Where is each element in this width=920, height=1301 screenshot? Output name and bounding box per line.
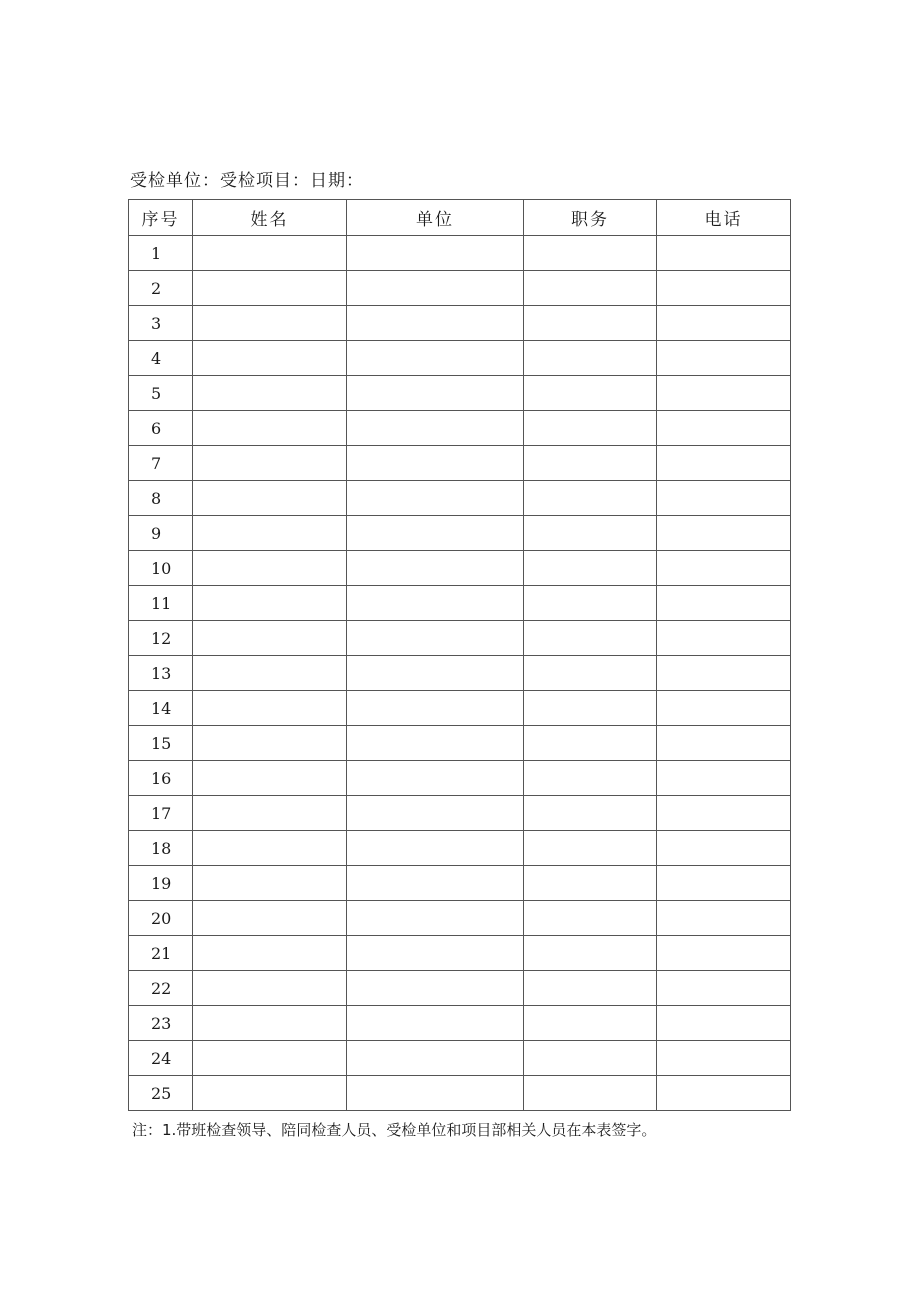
table-row: [129, 796, 791, 831]
name-cell[interactable]: [193, 831, 347, 866]
table-row: [129, 726, 791, 761]
name-cell[interactable]: [193, 376, 347, 411]
table-row: [129, 656, 791, 691]
row-number-cell: 2: [129, 271, 193, 306]
phone-cell[interactable]: [657, 411, 791, 446]
phone-cell[interactable]: [657, 936, 791, 971]
unit-cell[interactable]: [347, 1041, 524, 1076]
table-row: [129, 1076, 791, 1111]
position-cell[interactable]: [524, 656, 657, 691]
unit-cell[interactable]: [347, 971, 524, 1006]
row-number-cell: 21: [129, 936, 193, 971]
table-row: [129, 306, 791, 341]
column-header-unit: 单位: [347, 200, 524, 236]
phone-cell[interactable]: [657, 341, 791, 376]
phone-cell[interactable]: [657, 621, 791, 656]
unit-cell[interactable]: [347, 341, 524, 376]
table-row: [129, 236, 791, 271]
name-cell[interactable]: [193, 796, 347, 831]
position-cell[interactable]: [524, 271, 657, 306]
name-cell[interactable]: [193, 411, 347, 446]
unit-cell[interactable]: [347, 1076, 524, 1111]
row-number-cell: 25: [129, 1076, 193, 1111]
name-cell[interactable]: [193, 1006, 347, 1041]
row-number-cell: 13: [129, 656, 193, 691]
unit-cell[interactable]: [347, 446, 524, 481]
name-cell[interactable]: [193, 446, 347, 481]
table-row: [129, 1041, 791, 1076]
unit-cell[interactable]: [347, 411, 524, 446]
unit-cell[interactable]: [347, 621, 524, 656]
unit-cell[interactable]: [347, 271, 524, 306]
phone-cell[interactable]: [657, 796, 791, 831]
phone-cell[interactable]: [657, 481, 791, 516]
unit-cell[interactable]: [347, 656, 524, 691]
row-number-cell: 12: [129, 621, 193, 656]
position-cell[interactable]: [524, 481, 657, 516]
name-cell[interactable]: [193, 306, 347, 341]
name-cell[interactable]: [193, 971, 347, 1006]
position-cell[interactable]: [524, 551, 657, 586]
table-row: [129, 516, 791, 551]
unit-cell[interactable]: [347, 901, 524, 936]
phone-cell[interactable]: [657, 726, 791, 761]
row-number-cell: 17: [129, 796, 193, 831]
row-number-cell: 23: [129, 1006, 193, 1041]
phone-cell[interactable]: [657, 446, 791, 481]
name-cell[interactable]: [193, 726, 347, 761]
table-row: [129, 866, 791, 901]
name-cell[interactable]: [193, 341, 347, 376]
table-row: [129, 446, 791, 481]
phone-cell[interactable]: [657, 761, 791, 796]
unit-cell[interactable]: [347, 551, 524, 586]
phone-cell[interactable]: [657, 551, 791, 586]
table-row: [129, 341, 791, 376]
table-row: [129, 271, 791, 306]
position-cell[interactable]: [524, 726, 657, 761]
phone-cell[interactable]: [657, 586, 791, 621]
phone-cell[interactable]: [657, 306, 791, 341]
table-row: [129, 551, 791, 586]
row-number-cell: 8: [129, 481, 193, 516]
row-number-cell: 19: [129, 866, 193, 901]
unit-cell[interactable]: [347, 516, 524, 551]
phone-cell[interactable]: [657, 656, 791, 691]
row-number-cell: 16: [129, 761, 193, 796]
position-cell[interactable]: [524, 516, 657, 551]
row-number-cell: 14: [129, 691, 193, 726]
name-cell[interactable]: [193, 936, 347, 971]
unit-cell[interactable]: [347, 236, 524, 271]
phone-cell[interactable]: [657, 236, 791, 271]
name-cell[interactable]: [193, 236, 347, 271]
row-number-cell: 5: [129, 376, 193, 411]
unit-cell[interactable]: [347, 831, 524, 866]
phone-cell[interactable]: [657, 1006, 791, 1041]
column-header-name: 姓名: [193, 200, 347, 236]
phone-cell[interactable]: [657, 271, 791, 306]
position-cell[interactable]: [524, 341, 657, 376]
position-cell[interactable]: [524, 586, 657, 621]
phone-cell[interactable]: [657, 971, 791, 1006]
row-number-cell: 11: [129, 586, 193, 621]
form-header: 受检单位：受检项目：日期：: [130, 171, 364, 191]
table-row: [129, 761, 791, 796]
unit-cell[interactable]: [347, 1006, 524, 1041]
row-number-cell: 4: [129, 341, 193, 376]
position-cell[interactable]: [524, 971, 657, 1006]
phone-cell[interactable]: [657, 516, 791, 551]
unit-cell[interactable]: [347, 481, 524, 516]
name-cell[interactable]: [193, 1076, 347, 1111]
table-row: [129, 376, 791, 411]
table-row: [129, 971, 791, 1006]
unit-cell[interactable]: [347, 726, 524, 761]
position-cell[interactable]: [524, 1006, 657, 1041]
position-cell[interactable]: [524, 411, 657, 446]
unit-cell[interactable]: [347, 306, 524, 341]
row-number-cell: 15: [129, 726, 193, 761]
table-row: [129, 831, 791, 866]
position-cell[interactable]: [524, 691, 657, 726]
row-number-cell: 20: [129, 901, 193, 936]
position-cell[interactable]: [524, 1076, 657, 1111]
table-row: [129, 691, 791, 726]
phone-cell[interactable]: [657, 1076, 791, 1111]
phone-cell[interactable]: [657, 376, 791, 411]
column-header-position: 职务: [524, 200, 657, 236]
unit-cell[interactable]: [347, 936, 524, 971]
phone-cell[interactable]: [657, 1041, 791, 1076]
position-cell[interactable]: [524, 796, 657, 831]
name-cell[interactable]: [193, 516, 347, 551]
position-cell[interactable]: [524, 621, 657, 656]
position-cell[interactable]: [524, 761, 657, 796]
table-row: [129, 621, 791, 656]
name-cell[interactable]: [193, 271, 347, 306]
sign-in-table: [128, 199, 791, 1111]
name-cell[interactable]: [193, 866, 347, 901]
row-number-cell: 24: [129, 1041, 193, 1076]
name-cell[interactable]: [193, 901, 347, 936]
name-cell[interactable]: [193, 761, 347, 796]
row-number-cell: 10: [129, 551, 193, 586]
name-cell[interactable]: [193, 621, 347, 656]
name-cell[interactable]: [193, 656, 347, 691]
position-cell[interactable]: [524, 376, 657, 411]
row-number-cell: 9: [129, 516, 193, 551]
table-header-row: [129, 200, 791, 236]
name-cell[interactable]: [193, 1041, 347, 1076]
table-row: [129, 411, 791, 446]
position-cell[interactable]: [524, 236, 657, 271]
position-cell[interactable]: [524, 306, 657, 341]
position-cell[interactable]: [524, 831, 657, 866]
table-body: [129, 236, 791, 1111]
row-number-cell: 1: [129, 236, 193, 271]
position-cell[interactable]: [524, 866, 657, 901]
position-cell[interactable]: [524, 446, 657, 481]
name-cell[interactable]: [193, 691, 347, 726]
table-row: [129, 586, 791, 621]
phone-cell[interactable]: [657, 831, 791, 866]
table-row: [129, 936, 791, 971]
position-cell[interactable]: [524, 1041, 657, 1076]
position-cell[interactable]: [524, 901, 657, 936]
column-header-phone: 电话: [657, 200, 791, 236]
name-cell[interactable]: [193, 481, 347, 516]
name-cell[interactable]: [193, 551, 347, 586]
position-cell[interactable]: [524, 936, 657, 971]
row-number-cell: 18: [129, 831, 193, 866]
row-number-cell: 3: [129, 306, 193, 341]
table-row: [129, 1006, 791, 1041]
row-number-cell: 22: [129, 971, 193, 1006]
name-cell[interactable]: [193, 586, 347, 621]
unit-cell[interactable]: [347, 796, 524, 831]
phone-cell[interactable]: [657, 866, 791, 901]
table-row: [129, 901, 791, 936]
footnote: 注：1.带班检查领导、陪同检查人员、受检单位和项目部相关人员在本表签字。: [132, 1121, 657, 1139]
row-number-cell: 7: [129, 446, 193, 481]
unit-cell[interactable]: [347, 866, 524, 901]
unit-cell[interactable]: [347, 376, 524, 411]
unit-cell[interactable]: [347, 761, 524, 796]
unit-cell[interactable]: [347, 586, 524, 621]
unit-cell[interactable]: [347, 691, 524, 726]
table-row: [129, 481, 791, 516]
phone-cell[interactable]: [657, 691, 791, 726]
row-number-cell: 6: [129, 411, 193, 446]
column-header-index: 序号: [129, 200, 193, 236]
phone-cell[interactable]: [657, 901, 791, 936]
